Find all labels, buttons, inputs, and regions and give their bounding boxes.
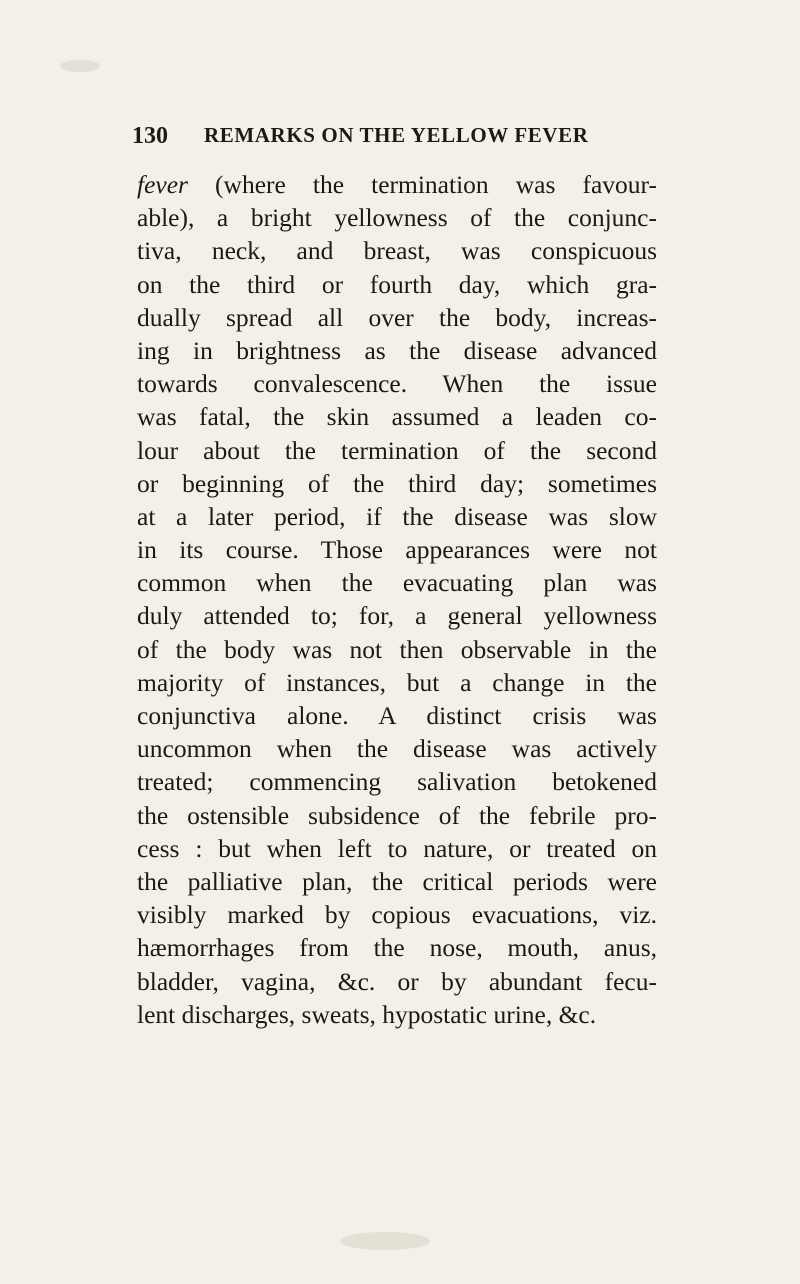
- italic-first-word: fever: [137, 170, 188, 199]
- paper-stain: [340, 1232, 430, 1250]
- running-title: REMARKS ON THE YELLOW FEVER: [204, 123, 589, 147]
- text-line: the palliative plan, the critical periods were: [137, 866, 657, 896]
- text-line: treated; commencing salivation betokened: [137, 767, 657, 797]
- text-line-rest: (where the termination was favour-: [187, 170, 657, 199]
- text-line: was fatal, the skin assumed a leaden co-: [137, 402, 657, 432]
- text-line: at a later period, if the disease was slow: [137, 501, 657, 531]
- text-line: or beginning of the third day; sometimes: [137, 468, 657, 498]
- text-line: visibly marked by copious evacuations, viz.: [137, 900, 657, 930]
- text-line: common when the evacuating plan was: [137, 568, 657, 598]
- running-header: [132, 123, 652, 153]
- text-line: lent discharges, sweats, hypostatic urine, &c.: [137, 999, 597, 1029]
- paper-stain: [60, 60, 100, 72]
- text-line: bladder, vagina, &c. or by abundant fecu-: [137, 966, 657, 996]
- text-line: the ostensible subsidence of the febrile pro-: [137, 800, 657, 830]
- text-line: lour about the termination of the second: [137, 435, 657, 465]
- text-line: able), a bright yellowness of the conjunc-: [137, 203, 657, 233]
- text-line: tiva, neck, and breast, was conspicuous: [137, 236, 657, 266]
- text-line: conjunctiva alone. A distinct crisis was: [137, 701, 657, 730]
- page-number: 130: [132, 123, 168, 149]
- text-line: [137, 168, 657, 201]
- text-line: in its course. Those appearances were not: [137, 535, 657, 565]
- text-line: majority of instances, but a change in the: [137, 667, 657, 697]
- text-line: cess : but when left to nature, or treated on: [137, 833, 657, 863]
- text-line: dually spread all over the body, increas-: [137, 302, 657, 332]
- text-line: ing in brightness as the disease advanced: [137, 335, 657, 365]
- body-paragraph: [137, 168, 657, 1031]
- text-line: towards convalescence. When the issue: [137, 369, 657, 399]
- text-line: uncommon when the disease was actively: [137, 734, 657, 764]
- text-line: hæmorrhages from the nose, mouth, anus,: [137, 933, 657, 963]
- text-line: on the third or fourth day, which gra-: [137, 269, 657, 299]
- text-line: duly attended to; for, a general yellowness: [137, 601, 657, 631]
- text-line: of the body was not then observable in the: [137, 634, 657, 664]
